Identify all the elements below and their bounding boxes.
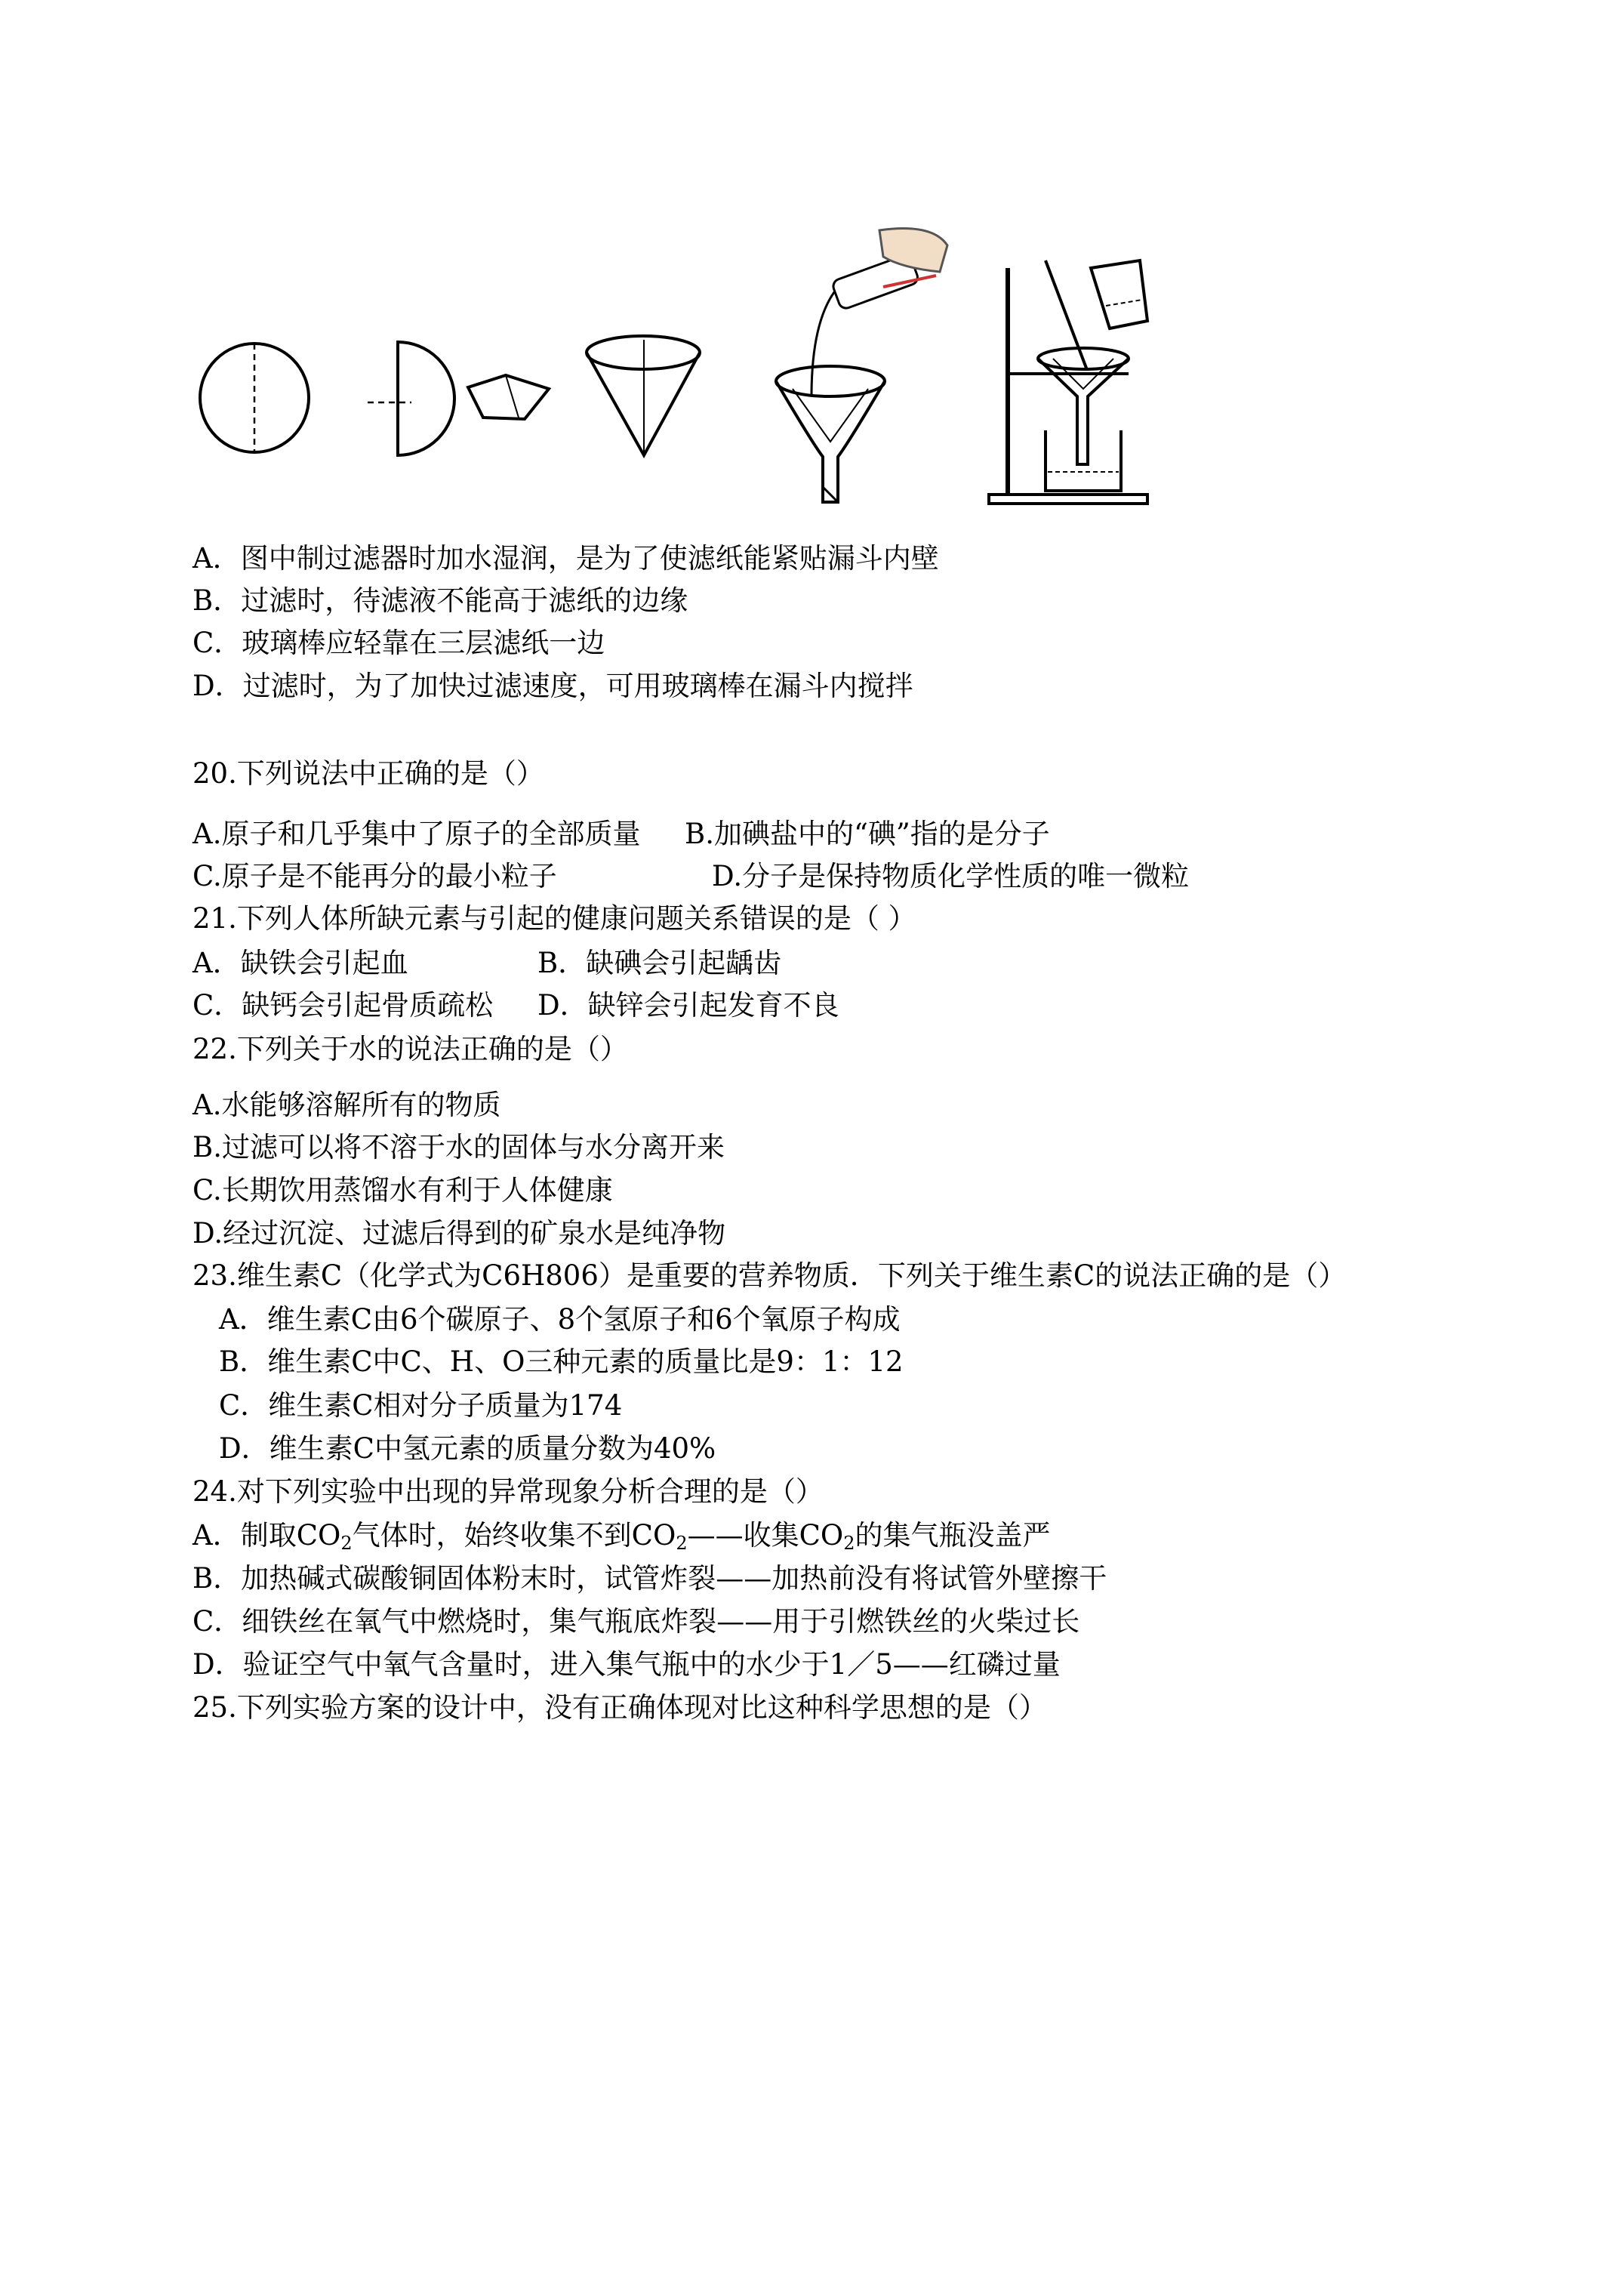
q20-option-b: B.加碘盐中的“碘”指的是分子: [685, 818, 1050, 850]
q24-option-a-sub2: 2: [676, 1533, 688, 1554]
q22-option-c: C.长期饮用蒸馏水有利于人体健康: [192, 1174, 613, 1207]
q20-option-c: C.原子是不能再分的最小粒子: [192, 860, 557, 892]
q24-stem: 24.对下列实验中出现的异常现象分析合理的是（）: [192, 1475, 824, 1508]
q22-stem: 22.下列关于水的说法正确的是（）: [192, 1033, 628, 1065]
q25-stem: 25.下列实验方案的设计中，没有正确体现对比这种科学思想的是（）: [192, 1691, 1047, 1724]
q24-option-a-sub1: 2: [340, 1533, 353, 1554]
q22-option-d: D.经过沉淀、过滤后得到的矿泉水是纯净物: [192, 1217, 726, 1250]
q21-option-b: B．缺碘会引起龋齿: [537, 947, 782, 979]
q24-option-a: [192, 1519, 1051, 1560]
filtration-figure: [192, 215, 1249, 517]
filter-paper-cone-icon: [587, 336, 700, 455]
q24-option-a-part2: 气体时，始终收集不到CO: [352, 1519, 676, 1552]
q19-option-d: D．过滤时，为了加快过滤速度，可用玻璃棒在漏斗内搅拌: [192, 670, 913, 702]
filtration-figure-drawing: [192, 215, 1249, 517]
q22-option-a: A.水能够溶解所有的物质: [192, 1089, 501, 1121]
filter-paper-half-fold-icon: [368, 342, 454, 455]
q23-option-a: A．维生素C由6个碳原子、8个氢原子和6个氧原子构成: [219, 1303, 901, 1336]
funnel-pouring-icon: [776, 229, 947, 503]
q19-option-c: C．玻璃棒应轻靠在三层滤纸一边: [192, 627, 605, 659]
q21-option-a: A．缺铁会引起血: [192, 947, 408, 979]
q24-option-a-part3: ——收集CO: [687, 1519, 844, 1552]
q23-option-c: C．维生素C相对分子质量为174: [219, 1389, 623, 1422]
q24-option-d: D．验证空气中氧气含量时，进入集气瓶中的水少于1／5——红磷过量: [192, 1648, 1061, 1681]
q20-option-a: A.原子和几乎集中了原子的全部质量: [192, 818, 641, 850]
q24-option-a-part1: A．制取CO: [192, 1519, 341, 1552]
q24-option-a-sub3: 2: [843, 1533, 855, 1554]
q21-option-d: D．缺锌会引起发育不良: [537, 989, 839, 1022]
q19-option-b: B．过滤时，待滤液不能高于滤纸的边缘: [192, 584, 688, 617]
q21-option-c: C．缺钙会引起骨质疏松: [192, 989, 494, 1022]
q24-option-c: C．细铁丝在氧气中燃烧时，集气瓶底炸裂——用于引燃铁丝的火柴过长: [192, 1605, 1080, 1638]
q20-option-d: D.分子是保持物质化学性质的唯一微粒: [712, 860, 1190, 892]
q23-stem: 23.维生素C（化学式为C6H806）是重要的营养物质．下列关于维生素C的说法正确的是（）: [192, 1259, 1347, 1292]
q20-stem: 20.下列说法中正确的是（）: [192, 757, 544, 790]
q24-option-b: B．加热碱式碳酸铜固体粉末时，试管炸裂——加热前没有将试管外壁擦干: [192, 1562, 1107, 1595]
filter-paper-quarter-fold-icon: [468, 375, 549, 419]
q19-option-a: A．图中制过滤器时加水湿润，是为了使滤纸能紧贴漏斗内壁: [192, 542, 939, 575]
filter-paper-circle-icon: [200, 344, 309, 452]
q23-option-b: B．维生素C中C、H、O三种元素的质量比是9：1：12: [219, 1345, 904, 1378]
q23-option-d: D．维生素C中氢元素的质量分数为40%: [219, 1432, 716, 1465]
filtration-apparatus-icon: [989, 260, 1147, 504]
q22-option-b: B.过滤可以将不溶于水的固体与水分离开来: [192, 1131, 725, 1163]
q24-option-a-part4: 的集气瓶没盖严: [855, 1519, 1051, 1552]
q21-stem: 21.下列人体所缺元素与引起的健康问题关系错误的是（ ）: [192, 902, 916, 935]
